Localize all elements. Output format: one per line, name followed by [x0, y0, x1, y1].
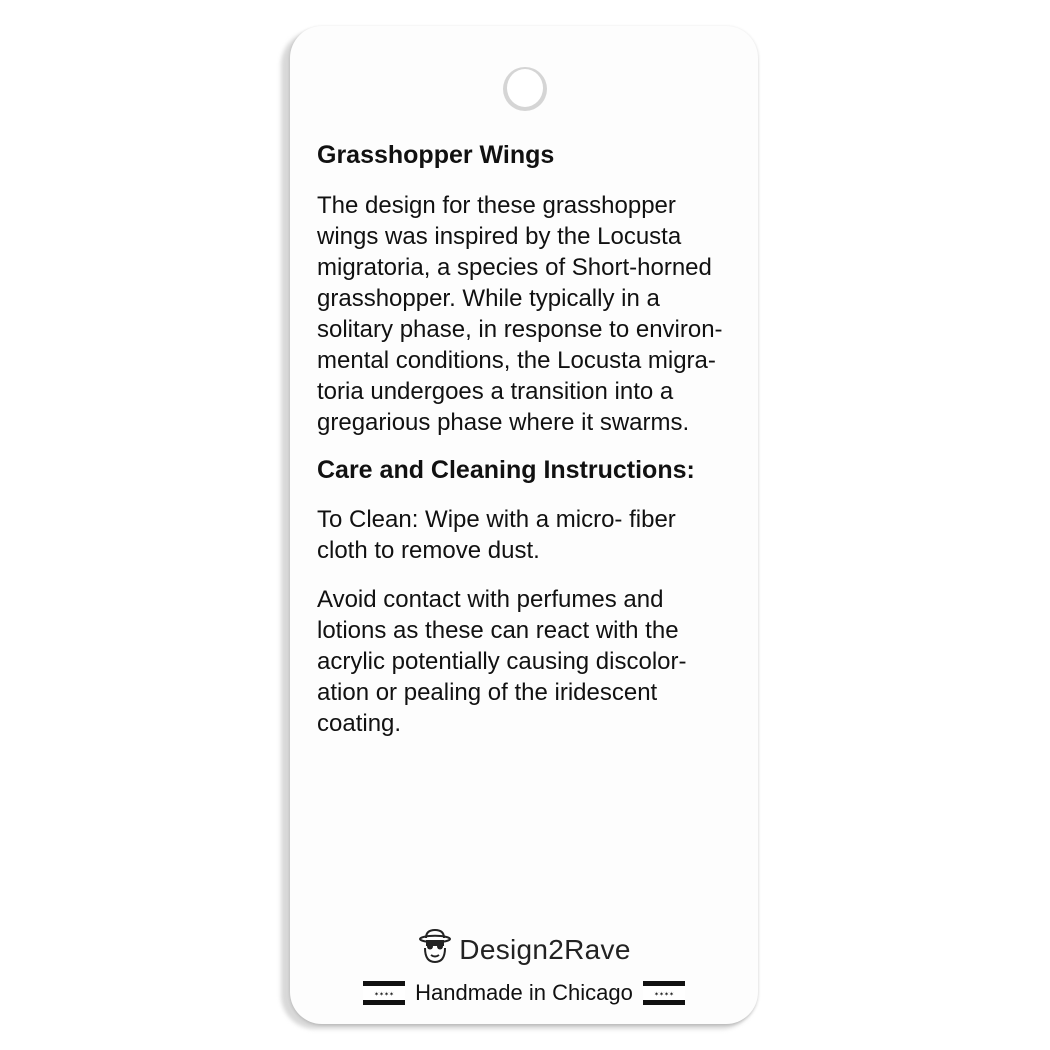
brand-block [290, 928, 758, 971]
product-description: The design for these grasshopper wings was inspired by the Locusta migratoria, a species of Short-horned grasshopper. While typically in a solitary phase, in response to environ- mental conditions, the Locusta migra- toria undergoes a transition into a gregarious phase where it swarms. [317, 192, 723, 436]
hang-hole [503, 67, 547, 111]
handmade-tagline: Handmade in Chicago [415, 980, 633, 1005]
chicago-flag-icon [363, 981, 405, 1005]
brand-name: Design2Rave [459, 933, 631, 965]
hat-face-icon [417, 928, 453, 971]
svg-text:✶✶✶✶: ✶✶✶✶ [374, 991, 395, 998]
handmade-row [290, 980, 758, 1006]
chicago-flag-icon [643, 981, 685, 1005]
svg-text:✶✶✶✶: ✶✶✶✶ [653, 991, 674, 998]
clean-instructions: To Clean: Wipe with a micro- fiber cloth to remove dust. [317, 506, 676, 564]
tag-content [317, 137, 742, 739]
product-title: Grasshopper Wings [317, 141, 555, 169]
avoid-instructions: Avoid contact with perfumes and lotions as these can react with the acrylic potentially causing discolor- ation or pealing of the iridescent coating. [317, 586, 687, 737]
care-heading: Care and Cleaning Instructions: [317, 456, 695, 484]
